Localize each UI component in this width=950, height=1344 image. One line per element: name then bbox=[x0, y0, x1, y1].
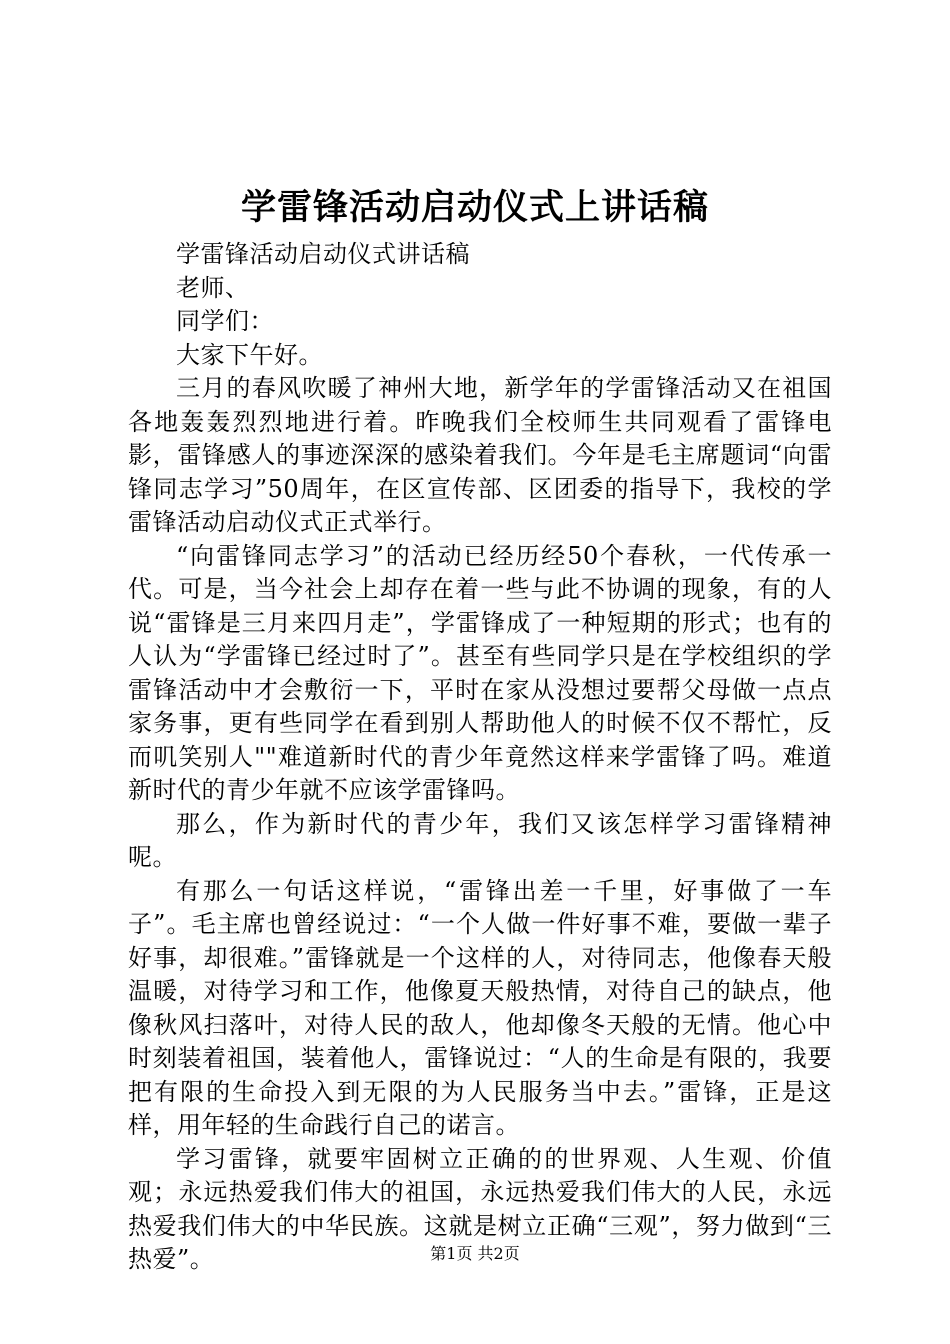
paragraph-body-1: 三月的春风吹暖了神州大地，新学年的学雷锋活动又在祖国各地轰轰烈烈地进行着。昨晚我们全校师生共同观看了雷锋电影，雷锋感人的事迹深深的感染着我们。今年是毛主席题词“向雷锋同志学习”50周年，在区宣传部、区团委的指导下，我校的学雷锋活动启动仪式正式举行。 bbox=[128, 374, 832, 536]
paragraph-body-3: 那么，作为新时代的青少年，我们又该怎样学习雷锋精神呢。 bbox=[128, 809, 832, 871]
paragraph-heading-line: 学雷锋活动启动仪式讲话稿 bbox=[176, 240, 470, 268]
paragraph-salutation-students: 同学们： bbox=[176, 307, 274, 335]
paragraph-salutation-teachers: 老师、 bbox=[176, 273, 250, 302]
paragraph-body-4: 有那么一句话这样说，“雷锋出差一千里，好事做了一车子”。毛主席也曾经说过：“一个人做一件好事不难，要做一辈子好事，却很难。”雷锋就是一个这样的人，对待同志，他像春天般温暖，对待学习和工作，他像夏天般热情，对待自己的缺点，他像秋风扫落叶，对待人民的敌人，他却像冬天般的无情。他心中时刻装着祖国，装着他人，雷锋说过：“人的生命是有限的，我要把有限的生命投入到无限的为人民服务当中去。”雷锋，正是这样，用年轻的生命践行自己的诺言。 bbox=[128, 876, 832, 1139]
document-title: 学雷锋活动启动仪式上讲话稿 bbox=[240, 188, 709, 228]
page-number-footer: 第1页 共2页 bbox=[430, 1244, 520, 1263]
paragraph-greeting: 大家下午好。 bbox=[176, 340, 323, 369]
document-body bbox=[128, 238, 832, 1277]
paragraph-body-5: 学习雷锋，就要牢固树立正确的的世界观、人生观、价值观；永远热爱我们伟大的祖国，永远热爱我们伟大的人民，永远热爱我们伟大的中华民族。这就是树立正确“三观”，努力做到“三热爱”。 bbox=[128, 1144, 832, 1273]
paragraph-body-2: “向雷锋同志学习”的活动已经历经50个春秋，一代传承一代。可是，当今社会上却存在着一些与此不协调的现象，有的人说“雷锋是三月来四月走”，学雷锋成了一种短期的形式；也有的人认为“学雷锋已经过时了”。甚至有些同学只是在学校组织的学雷锋活动中才会敷衍一下，平时在家从没想过要帮父母做一点点家务事，更有些同学在看到别人帮助他人的时候不仅不帮忙，反而叽笑别人""难道新时代的青少年竟然这样来学雷锋了吗。难道新时代的青少年就不应该学雷锋吗。 bbox=[128, 541, 832, 804]
